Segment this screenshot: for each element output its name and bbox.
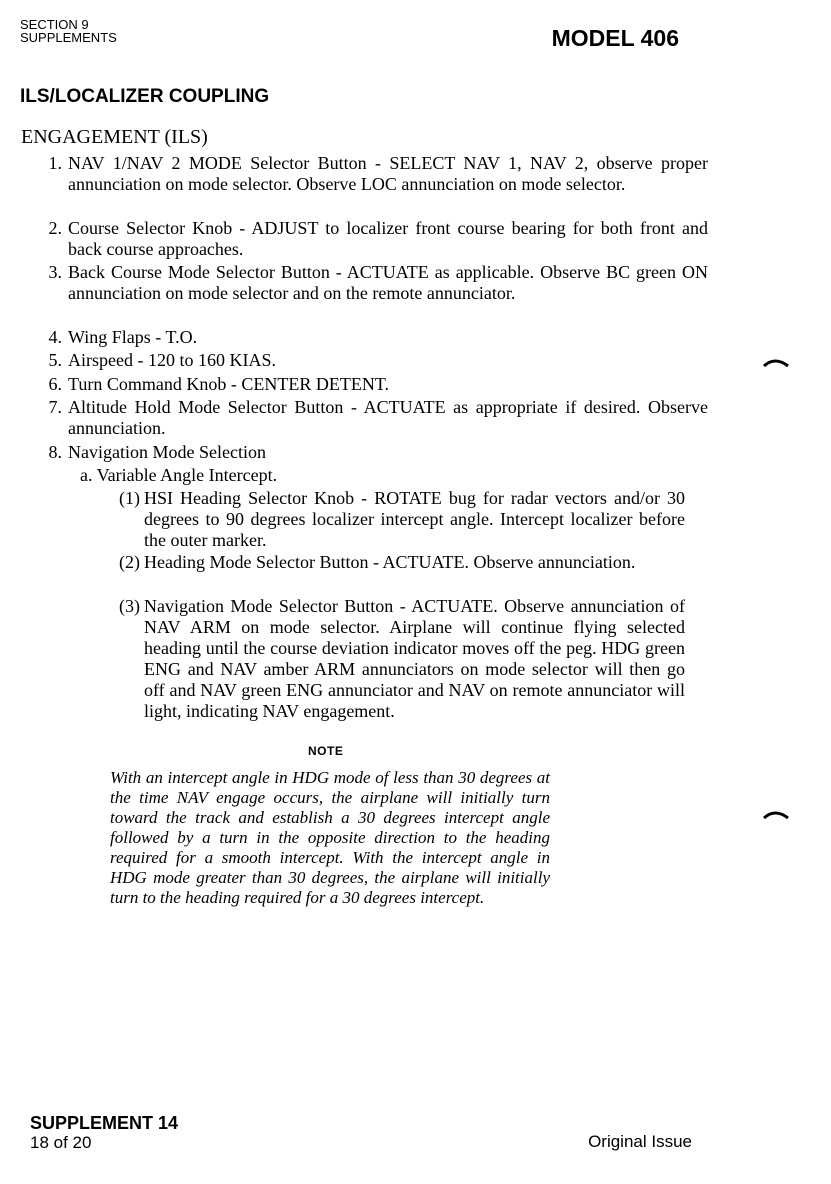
step-number: 4. — [48, 327, 62, 347]
step-6 — [48, 374, 708, 395]
step-4 — [48, 327, 708, 348]
revision-mark-icon — [761, 806, 791, 824]
step-number: 1. — [48, 153, 62, 173]
substep-1 — [119, 488, 685, 551]
step-text: Airspeed - 120 to 160 KIAS. — [68, 350, 276, 370]
supplement-label: SUPPLEMENT 14 — [30, 1113, 179, 1133]
step-text: Navigation Mode Selection — [68, 442, 266, 462]
section-header — [20, 18, 117, 44]
step-2 — [48, 218, 708, 260]
step-3 — [48, 262, 708, 304]
revision-mark-icon — [761, 354, 791, 372]
substep-number: (2) — [119, 552, 140, 572]
step-1 — [48, 153, 708, 195]
step-8 — [48, 442, 708, 463]
step-text: Back Course Mode Selector Button - ACTUATE as applicable. Observe BC green ON annunciation on mode selector and on the remote annunciator. — [68, 262, 708, 303]
subsection-label: SUPPLEMENTS — [20, 30, 117, 45]
substep-number: (1) — [119, 488, 140, 508]
step-text: Altitude Hold Mode Selector Button - ACTUATE as appropriate if desired. Observe annunciation. — [68, 397, 708, 438]
substep-number: (3) — [119, 596, 140, 616]
substep-text: HSI Heading Selector Knob - ROTATE bug for radar vectors and/or 30 degrees to 90 degrees localizer intercept angle. Intercept localizer before the outer marker. — [144, 488, 685, 550]
section-label: SECTION 9 — [20, 17, 89, 32]
step-5 — [48, 350, 708, 371]
note-label: NOTE — [308, 744, 344, 758]
substep-text: Navigation Mode Selector Button - ACTUATE. Observe annunciation of NAV ARM on mode selector. Airplane will continue flying selected heading until the course deviation indicator moves off the peg. HDG green ENG and NAV amber ARM annunciators on mode selector will then go off and NAV green ENG annunciator and NAV on remote annunciator will light, indicating NAV engagement. — [144, 596, 685, 721]
page-number: 18 of 20 — [30, 1133, 92, 1152]
step-number: 2. — [48, 218, 62, 238]
page-title: ILS/LOCALIZER COUPLING — [20, 86, 270, 107]
step-text: NAV 1/NAV 2 MODE Selector Button - SELECT NAV 1, NAV 2, observe proper annunciation on mode selector. Observe LOC annunciation on mode selector. — [68, 153, 708, 194]
step-number: 8. — [48, 442, 62, 462]
step-number: 7. — [48, 397, 62, 417]
step-7 — [48, 397, 708, 439]
footer-supplement — [30, 1113, 178, 1152]
note-text: With an intercept angle in HDG mode of less than 30 degrees at the time NAV engage occurs, the airplane will initially turn toward the track and establish a 30 degrees intercept angle followed by a turn in the opposite direction to the heading required for a smooth intercept. With the intercept angle in HDG mode greater than 30 degrees, the airplane will initially turn to the heading required for a 30 degrees intercept. — [110, 768, 550, 907]
substep-text: Heading Mode Selector Button - ACTUATE. Observe annunciation. — [144, 552, 636, 572]
step-number: 3. — [48, 262, 62, 282]
step-number: 5. — [48, 350, 62, 370]
step-text: Wing Flaps - T.O. — [68, 327, 198, 347]
step-number: 6. — [48, 374, 62, 394]
substep-2 — [119, 552, 685, 573]
engagement-subtitle: ENGAGEMENT (ILS) — [21, 126, 208, 148]
step-text: Course Selector Knob - ADJUST to localizer front course bearing for both front and back course approaches. — [68, 218, 708, 259]
model-label: MODEL 406 — [551, 25, 679, 51]
issue-label: Original Issue — [588, 1132, 692, 1151]
step-text: Turn Command Knob - CENTER DETENT. — [68, 374, 389, 394]
substep-3 — [119, 596, 685, 722]
substep-a: a. Variable Angle Intercept. — [80, 465, 278, 485]
